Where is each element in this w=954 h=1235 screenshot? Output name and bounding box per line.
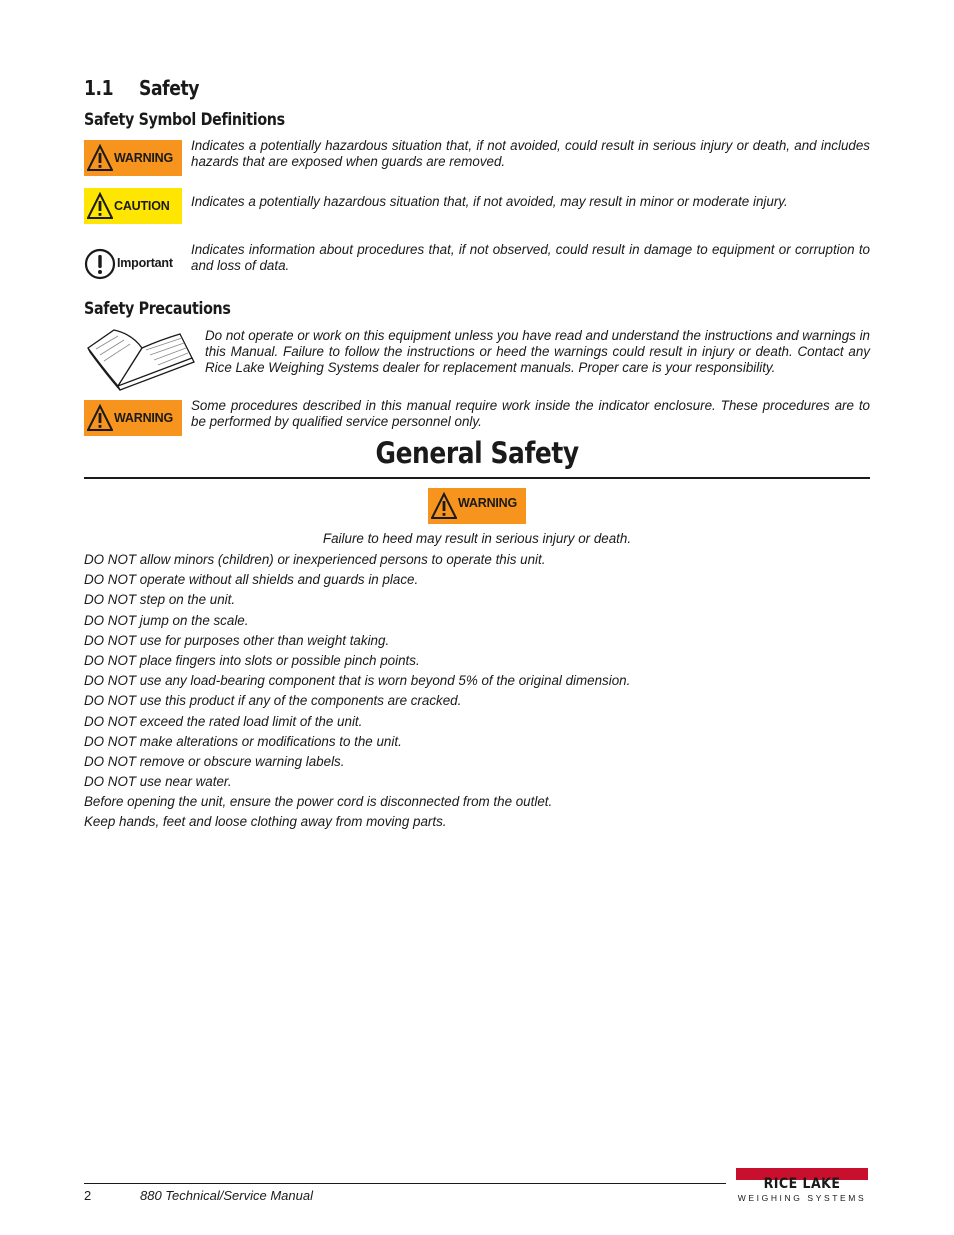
important-badge [84,248,184,280]
warning-triangle-icon [87,404,113,432]
caution-badge [84,188,182,224]
caution-badge-label: CAUTION [114,199,170,213]
warning-badge [84,140,182,176]
title-rule [84,477,870,479]
list-item: DO NOT use this product if any of the components are cracked. [84,693,462,709]
list-item: Before opening the unit, ensure the power cord is disconnected from the outlet. [84,794,553,810]
logo-subtitle: WEIGHING SYSTEMS [737,1193,867,1203]
caution-triangle-icon [87,192,113,220]
warning-triangle-icon [431,492,457,520]
list-item: DO NOT step on the unit. [84,592,236,608]
page-number: 2 [84,1188,92,1203]
general-warning-caption: Failure to heed may result in serious injury or death. [322,531,632,546]
logo-name: RICE LAKE [763,1176,841,1192]
important-badge-label: Important [117,256,173,270]
precaution-warning-label: WARNING [114,411,174,425]
section-heading [84,76,199,100]
general-safety-title-text: General Safety [375,436,579,470]
general-warning-badge [428,488,526,524]
precaution-warning-badge [84,400,182,436]
open-book-icon [84,328,196,392]
warning-definition: Indicates a potentially hazardous situation that, if not avoided, could result in serious injury or death, and includes hazards that are exposed when guards are removed. [191,138,870,169]
list-item: Keep hands, feet and loose clothing away from moving parts. [84,814,447,830]
caution-definition: Indicates a potentially hazardous situation that, if not avoided, may result in minor or moderate injury. [191,194,788,209]
list-item: DO NOT place fingers into slots or possible pinch points. [84,652,420,668]
list-item: DO NOT exceed the rated load limit of the unit. [84,713,363,729]
list-item: DO NOT make alterations or modifications to the unit. [84,733,402,749]
precautions-heading: Safety Precautions [84,299,231,319]
list-item: DO NOT jump on the scale. [84,612,249,628]
list-item: DO NOT use near water. [84,774,232,790]
general-safety-rules [84,552,870,835]
warning-badge-label: WARNING [114,151,174,165]
precaution-warning-text: Some procedures described in this manual require work inside the indicator enclosure. These procedures are to be performed by qualified service personnel only. [191,398,870,429]
list-item: DO NOT remove or obscure warning labels. [84,753,345,769]
section-title: Safety [139,76,200,100]
general-safety-title [0,436,954,470]
list-item: DO NOT use any load-bearing component that is worn beyond 5% of the original dimension. [84,673,631,689]
list-item: DO NOT allow minors (children) or inexperienced persons to operate this unit. [84,552,546,567]
warning-triangle-icon [87,144,113,172]
symbol-definitions-heading: Safety Symbol Definitions [84,110,285,130]
list-item: DO NOT operate without all shields and guards in place. [84,572,419,588]
footer-rule [84,1183,726,1184]
list-item: DO NOT use for purposes other than weight taking. [84,632,390,648]
general-warning-label: WARNING [458,496,518,510]
section-number: 1.1 [84,76,114,100]
manual-precaution-text: Do not operate or work on this equipment unless you have read and understand the instructions and warnings in this Manual. Failure to follow the instructions or heed the warnings could result in injury or death. Contact any Rice Lake Weighing Systems dealer for replacement manuals. Proper care is your responsibility. [205,328,870,375]
manual-title: 880 Technical/Service Manual [140,1188,313,1203]
important-definition: Indicates information about procedures that, if not observed, could result in damage to equipment or corruption to and loss of data. [191,242,870,273]
exclamation-circle-icon [84,248,116,280]
